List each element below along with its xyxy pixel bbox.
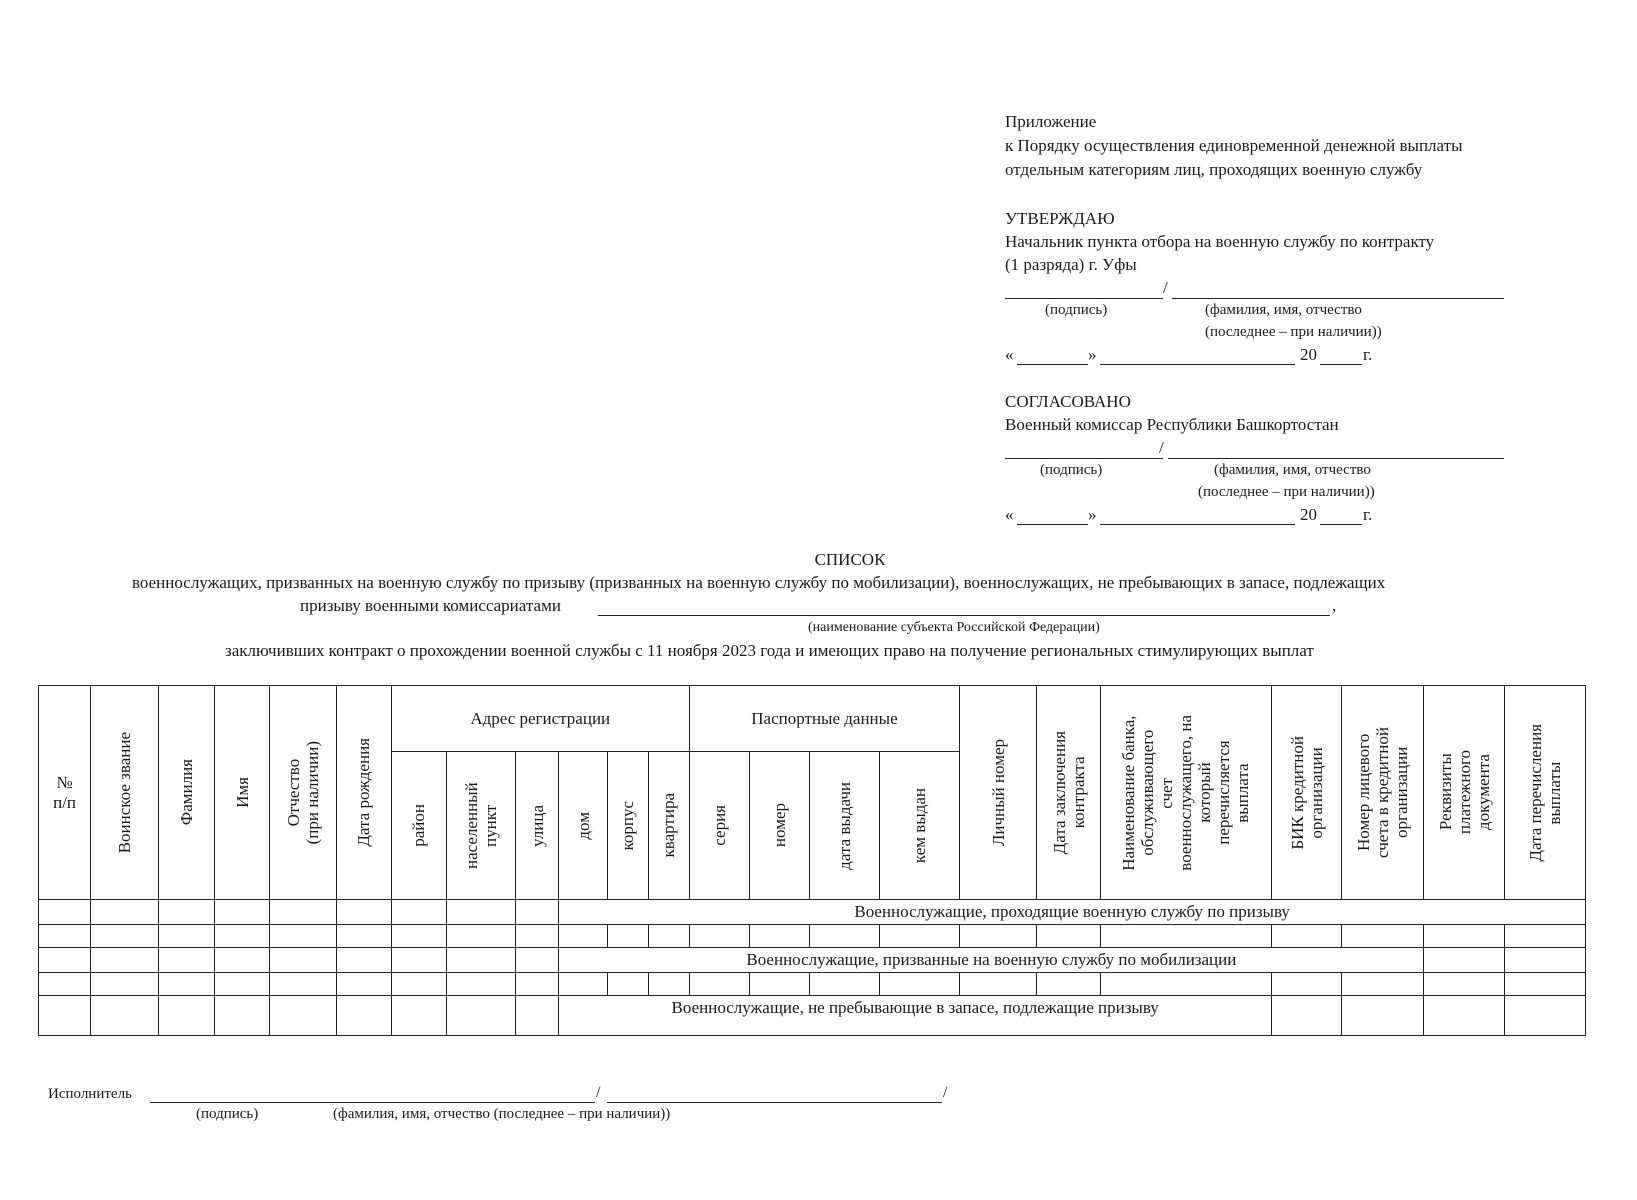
table-cell[interactable] — [336, 996, 391, 1036]
approve-block — [1005, 207, 1565, 276]
agreed-title: СОГЛАСОВАНО — [1005, 392, 1131, 411]
list-subtitle-comma: , — [1332, 596, 1337, 615]
appendix-line: к Порядку осуществления единовременной денежной выплаты — [1005, 136, 1463, 155]
table-row — [39, 900, 1586, 925]
header-bank-line: перечисляется — [1214, 740, 1234, 845]
header-passport-issue-date — [809, 752, 879, 900]
table-cell[interactable] — [1100, 925, 1271, 948]
header-account-line: организации — [1392, 746, 1412, 839]
table-cell[interactable] — [689, 973, 749, 996]
table-cell[interactable] — [91, 925, 159, 948]
table-cell[interactable] — [39, 900, 91, 925]
header-house — [559, 752, 608, 900]
header-bank-line: выплата — [1233, 762, 1253, 823]
table-cell[interactable] — [336, 948, 391, 973]
agreed-year-line — [1320, 524, 1362, 525]
table-cell[interactable] — [516, 996, 559, 1036]
section-label-conscripts: Военнослужащие, проходящие военную службу по призыву — [559, 900, 1586, 925]
header-account-line: счета в кредитной — [1373, 727, 1393, 858]
approve-year-prefix: 20 — [1300, 345, 1317, 364]
header-name-label: Имя — [232, 777, 252, 808]
table-cell[interactable] — [91, 996, 159, 1036]
approve-fio-caption: (последнее – при наличии)) — [1205, 324, 1382, 340]
agreed-month-line — [1100, 524, 1295, 525]
table-cell[interactable] — [39, 973, 91, 996]
header-requisites-line: платежного — [1454, 750, 1474, 835]
header-house-label: дом — [573, 811, 593, 840]
header-birth-date-label: Дата рождения — [354, 738, 374, 847]
table-cell[interactable] — [391, 996, 446, 1036]
approve-position: Начальник пункта отбора на военную службу по контракту — [1005, 232, 1435, 251]
header-personal-number — [960, 686, 1037, 900]
header-contract-date-line: Дата заключения — [1049, 730, 1069, 855]
table-cell[interactable] — [336, 900, 391, 925]
header-personal-number-label: Личный номер — [988, 738, 1008, 847]
appendix-line: отдельным категориям лиц, проходящих военную службу — [1005, 160, 1423, 179]
table-cell[interactable] — [91, 948, 159, 973]
table-cell[interactable] — [809, 973, 879, 996]
executor-signature-caption: (подпись) — [196, 1106, 259, 1122]
table-cell[interactable] — [1342, 973, 1424, 996]
executor-signature-line — [150, 1102, 595, 1103]
table-cell[interactable] — [960, 925, 1037, 948]
header-contract-date-label — [1050, 731, 1088, 854]
header-address-group: Адрес регистрации — [391, 686, 689, 752]
agreed-year-suffix: г. — [1363, 505, 1373, 524]
section-label-non-reserve: Военнослужащие, не пребывающие в запасе, подлежащие призыву — [559, 996, 1272, 1036]
table-cell[interactable] — [91, 973, 159, 996]
header-transfer-date-line: выплаты — [1544, 761, 1564, 824]
table-cell[interactable] — [159, 996, 215, 1036]
header-bik-line: организации — [1306, 746, 1326, 839]
header-requisites-line: Реквизиты — [1435, 754, 1455, 831]
approve-day-line — [1017, 364, 1088, 365]
table-cell[interactable] — [516, 948, 559, 973]
header-passport-series-label: серия — [709, 805, 729, 846]
table-cell[interactable] — [1037, 925, 1100, 948]
subject-name-caption: (наименование субъекта Российской Федерации) — [808, 620, 1100, 635]
appendix-title: Приложение — [1005, 112, 1097, 131]
header-bank-line: который — [1195, 762, 1215, 823]
table-cell[interactable] — [391, 900, 446, 925]
table-cell[interactable] — [1504, 996, 1585, 1036]
table-cell[interactable] — [749, 973, 809, 996]
header-passport-series — [689, 752, 749, 900]
header-street-label: улица — [527, 804, 547, 847]
agreed-date-open: « — [1005, 505, 1014, 524]
agreed-signature-line — [1005, 458, 1163, 459]
table-cell[interactable] — [1342, 925, 1424, 948]
header-requisites — [1424, 686, 1504, 900]
executor-fio-caption: (фамилия, имя, отчество (последнее – при наличии)) — [333, 1106, 671, 1122]
table-cell[interactable] — [39, 925, 91, 948]
table-cell[interactable] — [559, 925, 608, 948]
executor-label: Исполнитель — [48, 1086, 132, 1102]
header-number — [39, 686, 91, 900]
table-cell[interactable] — [1424, 996, 1504, 1036]
header-transfer-date — [1504, 686, 1585, 900]
header-passport-issue-date-label: дата выдачи — [834, 781, 854, 870]
table-cell[interactable] — [516, 973, 559, 996]
servicemen-table — [38, 685, 1586, 1036]
table-cell[interactable] — [269, 996, 336, 1036]
table-cell[interactable] — [447, 925, 516, 948]
header-bank-line: счет — [1157, 777, 1177, 808]
table-cell[interactable] — [1272, 925, 1342, 948]
header-account-label — [1354, 727, 1411, 858]
table-cell[interactable] — [39, 948, 91, 973]
header-contract-date — [1037, 686, 1100, 900]
approve-signature-caption: (подпись) — [1045, 302, 1108, 318]
agreed-fio-line — [1168, 458, 1504, 459]
header-district-label: район — [409, 804, 429, 847]
header-bank-label — [1119, 715, 1252, 871]
agreed-date-close: » — [1088, 505, 1097, 524]
table-cell[interactable] — [215, 948, 269, 973]
list-subtitle-line1: военнослужащих, призванных на военную службу по призыву (призванных на военную службу по мобилизации), военнослужащих, не пребывающих в запасе, подлежащих — [132, 573, 1386, 592]
agreed-signature-caption: (подпись) — [1040, 462, 1103, 478]
table-cell[interactable] — [516, 925, 559, 948]
table-cell[interactable] — [159, 900, 215, 925]
table-cell[interactable] — [608, 925, 648, 948]
header-locality-text: населенный пункт — [462, 782, 501, 869]
header-transfer-date-label — [1526, 724, 1564, 862]
table-cell[interactable] — [559, 973, 608, 996]
list-title: СПИСОК — [814, 550, 886, 569]
table-cell[interactable] — [159, 948, 215, 973]
header-bik — [1272, 686, 1342, 900]
header-rank — [91, 686, 159, 900]
table-cell[interactable] — [269, 900, 336, 925]
table-cell[interactable] — [749, 925, 809, 948]
header-surname — [159, 686, 215, 900]
table-cell[interactable] — [809, 925, 879, 948]
header-bik-label — [1288, 736, 1326, 850]
table-cell[interactable] — [336, 925, 391, 948]
approve-date-close: » — [1088, 345, 1097, 364]
header-account-line: Номер лицевого — [1354, 733, 1374, 852]
header-building-label: корпус — [618, 800, 638, 851]
executor-fio-line — [607, 1102, 942, 1103]
header-number-caption: п/п — [53, 792, 77, 812]
table-cell[interactable] — [391, 973, 446, 996]
table-cell[interactable] — [648, 925, 689, 948]
header-apartment-label: квартира — [659, 793, 679, 858]
table-cell[interactable] — [215, 925, 269, 948]
subject-name-line — [598, 615, 1330, 616]
header-bank-line: Наименование банка, — [1119, 714, 1139, 871]
approve-year-line — [1320, 364, 1362, 365]
header-contract-date-line: контракта — [1068, 756, 1088, 829]
section-label-mobilized: Военнослужащие, призванные на военную службу по мобилизации — [559, 948, 1424, 973]
header-locality-label — [462, 776, 500, 876]
header-street — [516, 752, 559, 900]
approve-month-line — [1100, 364, 1295, 365]
list-subtitle-line3: заключивших контракт о прохождении военной службы с 11 ноября 2023 года и имеющих право на получение региональных стимулирующих выплат — [225, 641, 1314, 660]
agreed-year-prefix: 20 — [1300, 505, 1317, 524]
header-transfer-date-line: Дата перечисления — [1525, 723, 1545, 862]
table-cell[interactable] — [1504, 973, 1585, 996]
table-cell[interactable] — [648, 973, 689, 996]
header-passport-issued-by — [880, 752, 960, 900]
table-cell[interactable] — [1342, 996, 1424, 1036]
header-patronymic-line: (при наличии) — [302, 740, 322, 845]
table-cell[interactable] — [159, 925, 215, 948]
agreed-fio-caption: (фамилия, имя, отчество — [1214, 462, 1371, 478]
table-row — [39, 973, 1586, 996]
table-cell[interactable] — [1504, 925, 1585, 948]
header-passport-issued-by-label: кем выдан — [910, 787, 930, 864]
table-cell[interactable] — [689, 925, 749, 948]
agreed-slash: / — [1159, 438, 1164, 457]
table-cell[interactable] — [269, 948, 336, 973]
table-cell[interactable] — [1100, 973, 1271, 996]
table-cell[interactable] — [608, 973, 648, 996]
table-row — [39, 925, 1586, 948]
table-cell[interactable] — [447, 973, 516, 996]
table-cell[interactable] — [1272, 973, 1342, 996]
table-cell[interactable] — [1272, 996, 1342, 1036]
approve-year-suffix: г. — [1363, 345, 1373, 364]
table-cell[interactable] — [960, 973, 1037, 996]
agreed-block — [1005, 390, 1565, 436]
table-cell[interactable] — [516, 900, 559, 925]
approve-slash: / — [1163, 278, 1168, 297]
table-cell[interactable] — [1424, 925, 1504, 948]
executor-slash: / — [596, 1084, 601, 1101]
header-building — [608, 752, 648, 900]
header-rank-label: Воинское звание — [115, 731, 135, 854]
header-patronymic — [269, 686, 336, 900]
header-locality — [447, 752, 516, 900]
table-cell[interactable] — [269, 973, 336, 996]
header-requisites-line: документа — [1473, 754, 1493, 831]
header-name — [215, 686, 269, 900]
table-cell[interactable] — [336, 973, 391, 996]
header-patronymic-line: Отчество — [283, 758, 303, 827]
table-cell[interactable] — [1424, 948, 1504, 973]
table-cell[interactable] — [215, 900, 269, 925]
table-cell[interactable] — [880, 925, 960, 948]
table-row — [39, 996, 1586, 1036]
approve-signature-line — [1005, 298, 1163, 299]
header-birth-date — [336, 686, 391, 900]
header-account — [1342, 686, 1424, 900]
table-row — [39, 948, 1586, 973]
table-cell[interactable] — [447, 900, 516, 925]
table-cell[interactable] — [91, 900, 159, 925]
table-cell[interactable] — [159, 973, 215, 996]
executor-slash: / — [943, 1084, 948, 1101]
approve-date-open: « — [1005, 345, 1014, 364]
table-cell[interactable] — [1504, 948, 1585, 973]
header-bank-line: обслуживающего — [1138, 729, 1158, 856]
table-cell[interactable] — [39, 996, 91, 1036]
header-bank — [1100, 686, 1271, 900]
table-cell[interactable] — [391, 948, 446, 973]
approve-fio-caption: (фамилия, имя, отчество — [1205, 302, 1362, 318]
header-number-symbol: № — [56, 772, 73, 792]
list-subtitle-line2: призыву военными комиссариатами — [300, 596, 561, 615]
header-apartment — [648, 752, 689, 900]
header-district — [391, 752, 446, 900]
table-cell[interactable] — [447, 996, 516, 1036]
table-cell[interactable] — [1424, 973, 1504, 996]
header-surname-label: Фамилия — [177, 759, 197, 826]
header-passport-number — [749, 752, 809, 900]
header-bank-line: военнослужащего, на — [1176, 714, 1196, 871]
table-cell[interactable] — [391, 925, 446, 948]
agreed-position: Военный комиссар Республики Башкортостан — [1005, 415, 1339, 434]
agreed-day-line — [1017, 524, 1088, 525]
table-cell[interactable] — [215, 973, 269, 996]
agreed-fio-caption: (последнее – при наличии)) — [1198, 484, 1375, 500]
header-passport-number-label: номер — [769, 803, 789, 848]
header-bik-line: БИК кредитной — [1287, 735, 1307, 850]
approve-fio-line — [1172, 298, 1504, 299]
approve-position: (1 разряда) г. Уфы — [1005, 255, 1137, 274]
approve-title: УТВЕРЖДАЮ — [1005, 209, 1115, 228]
table-cell[interactable] — [880, 973, 960, 996]
table-cell[interactable] — [269, 925, 336, 948]
table-header-row — [39, 686, 1586, 752]
header-patronymic-label — [284, 741, 322, 844]
table-cell[interactable] — [1037, 973, 1100, 996]
header-passport-group: Паспортные данные — [689, 686, 960, 752]
table-cell[interactable] — [215, 996, 269, 1036]
appendix-block — [1005, 110, 1565, 182]
header-requisites-label — [1436, 750, 1493, 834]
table-cell[interactable] — [447, 948, 516, 973]
